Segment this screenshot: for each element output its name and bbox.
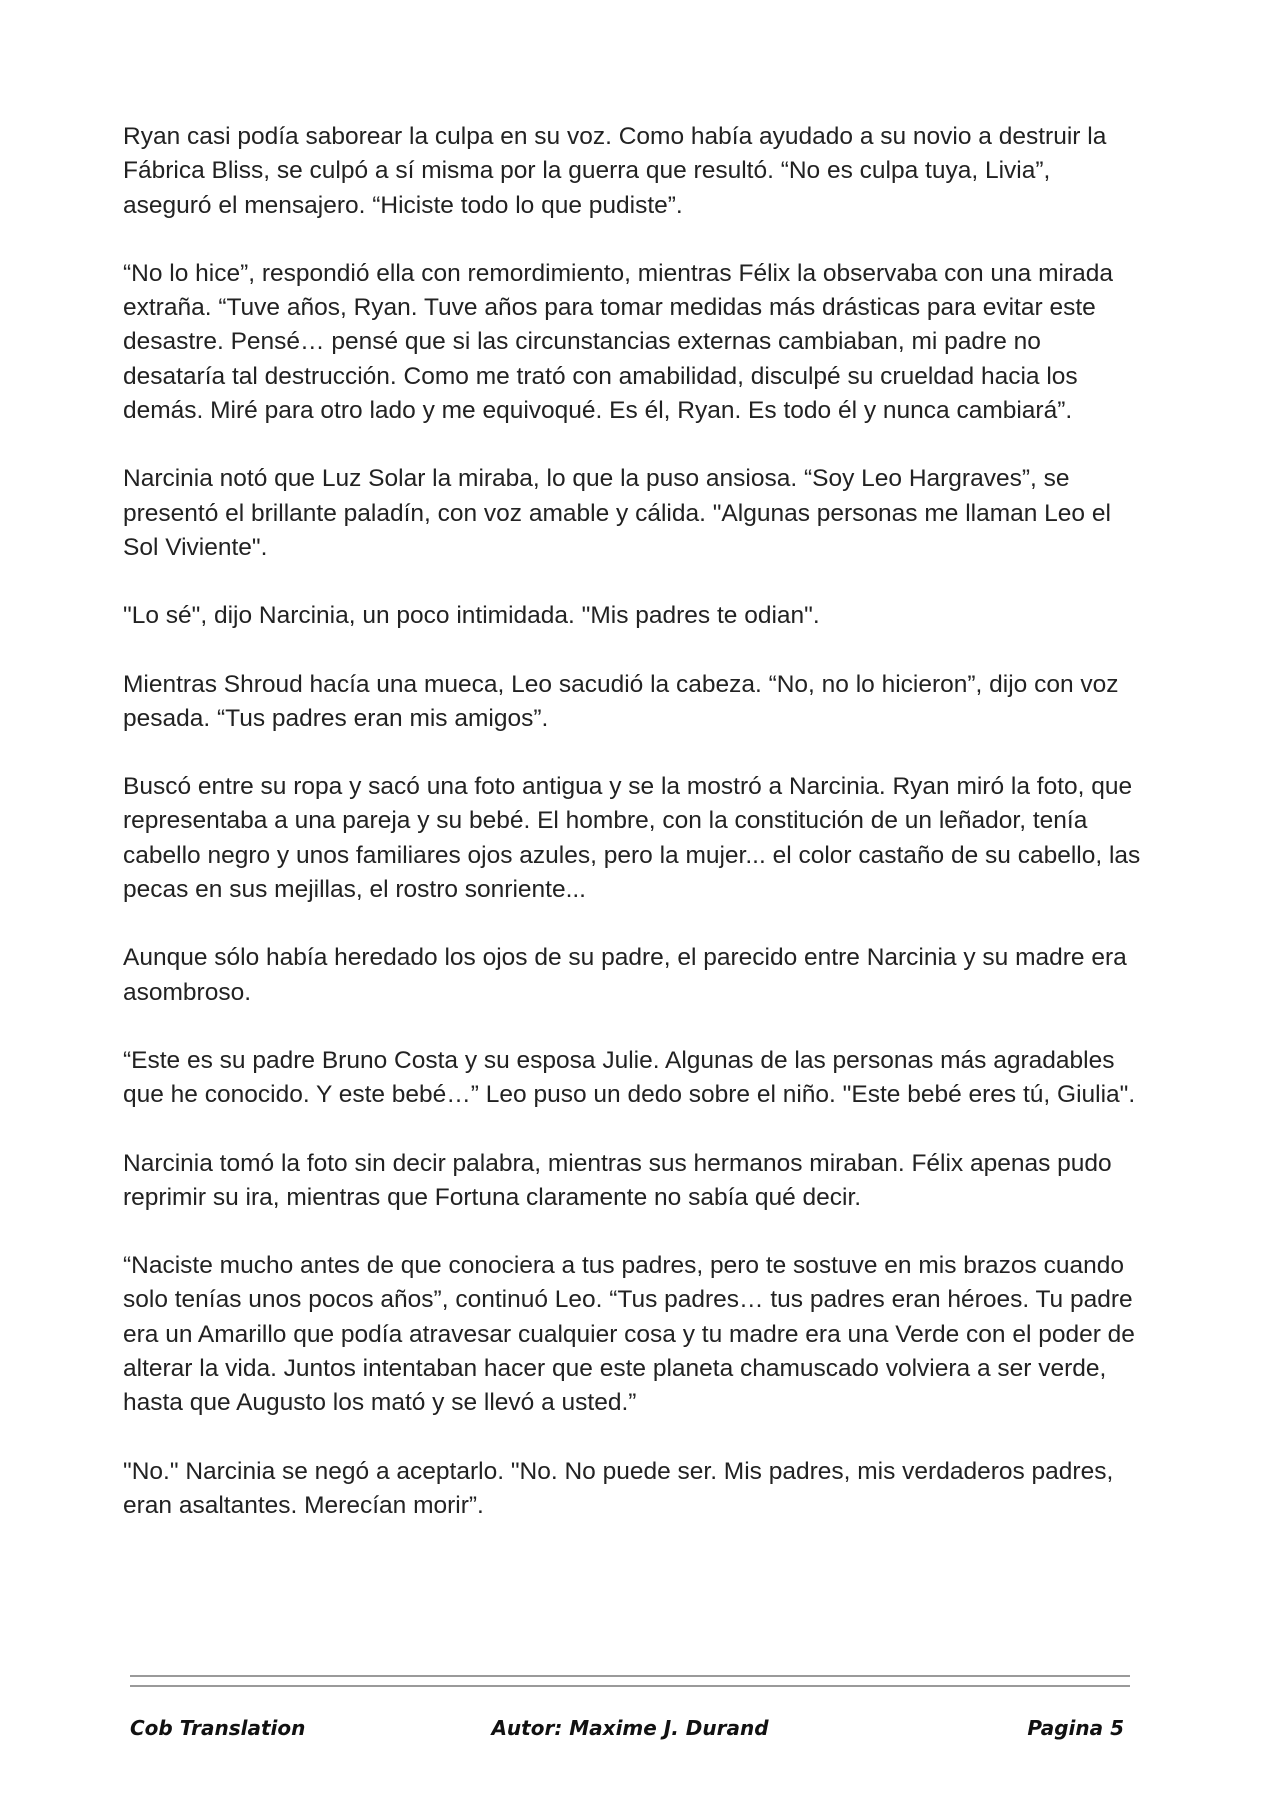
paragraph-10: “Naciste mucho antes de que conociera a tus padres, pero te sostuve en mis brazos cuando solo tenías unos pocos años”, continuó Leo. “Tus padres… tus padres eran héroes. Tu padre era un Amarillo que podía atravesar cualquier cosa y tu madre era una Verde con el poder de alterar la vida. Juntos intentaban hacer que este planeta chamuscado volviera a ser verde, hasta que Augusto los mató y se llevó a usted.” [123,1252,1135,1417]
footer-divider-bottom [130,1685,1130,1687]
paragraph-2: “No lo hice”, respondió ella con remordimiento, mientras Félix la observaba con una mirada extraña. “Tuve años, Ryan. Tuve años para tomar medidas más drásticas para evitar este desastre. Pensé… pensé que si las circunstancias externas cambiaban, mi padre no desataría tal destrucción. Como me trató con amabilidad, disculpé su crueldad hacia los demás. Miré para otro lado y me equivoqué. Es él, Ryan. Es todo él y nunca cambiará”. [123,259,1114,425]
paragraph-9: Narcinia tomó la foto sin decir palabra, mientras sus hermanos miraban. Félix apenas pudo reprimir su ira, mientras que Fortuna claramente no sabía qué decir. [123,1149,1112,1211]
body-text [123,120,1143,1557]
page-footer [130,1716,1130,1746]
paragraph-4: "Lo sé", dijo Narcinia, un poco intimidada. "Mis padres te odian". [123,602,820,630]
paragraph-1: Ryan casi podía saborear la culpa en su voz. Como había ayudado a su novio a destruir la Fábrica Bliss, se culpó a sí misma por la guerra que resultó. “No es culpa tuya, Livia”, aseguró el mensajero. “Hiciste todo lo que pudiste”. [123,123,1107,219]
footer-author: Autor: Maxime J. Durand [491,1716,769,1740]
paragraph-11: "No." Narcinia se negó a aceptarlo. "No. No puede ser. Mis padres, mis verdaderos padres, eran asaltantes. Merecían morir”. [123,1457,1114,1519]
paragraph-8: “Este es su padre Bruno Costa y su esposa Julie. Algunas de las personas más agradables que he conocido. Y este bebé…” Leo puso un dedo sobre el niño. "Este bebé eres tú, Giulia". [123,1046,1136,1109]
paragraph-7: Aunque sólo había heredado los ojos de su padre, el parecido entre Narcinia y su madre era asombroso. [123,944,1127,1006]
footer-translator: Cob Translation [130,1716,306,1740]
footer-page-number: Pagina 5 [1027,1716,1124,1740]
footer-divider-top [130,1675,1130,1677]
paragraph-5: Mientras Shroud hacía una mueca, Leo sacudió la cabeza. “No, no lo hicieron”, dijo con voz pesada. “Tus padres eran mis amigos”. [123,670,1119,732]
paragraph-6: Buscó entre su ropa y sacó una foto antigua y se la mostró a Narcinia. Ryan miró la foto, que representaba a una pareja y su bebé. El hombre, con la constitución de un leñador, tenía cabello negro y unos familiares ojos azules, pero la mujer... el color castaño de su cabello, las pecas en sus mejillas, el rostro sonriente... [123,773,1141,904]
paragraph-3: Narcinia notó que Luz Solar la miraba, lo que la puso ansiosa. “Soy Leo Hargraves”, se presentó el brillante paladín, con voz amable y cálida. "Algunas personas me llaman Leo el Sol Viviente". [123,465,1111,561]
